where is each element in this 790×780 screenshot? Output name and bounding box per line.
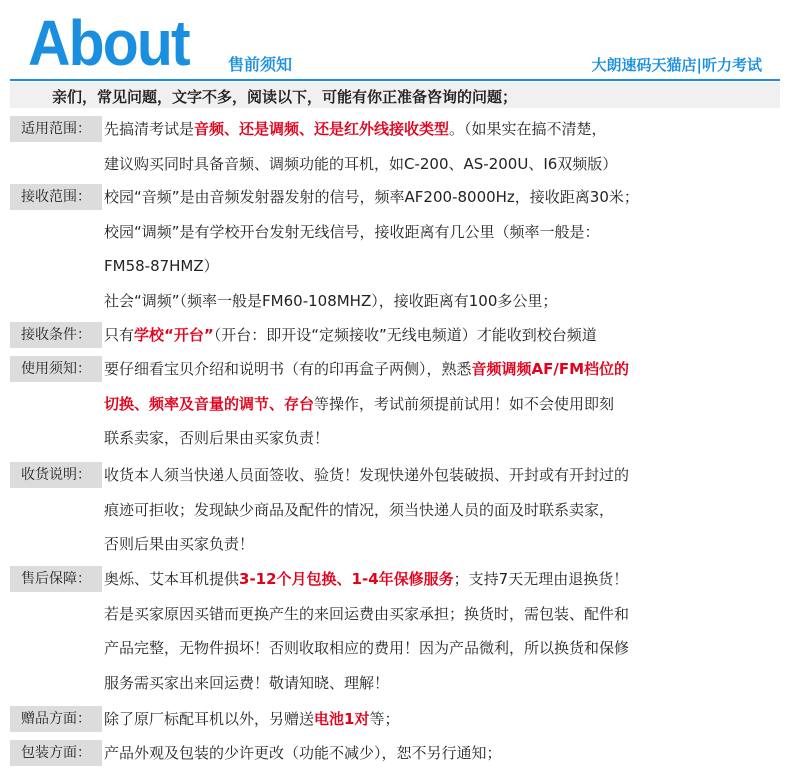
section-label: 售后保障： <box>10 566 102 592</box>
section-line <box>104 184 639 210</box>
section-line <box>104 497 614 523</box>
section-label: 适用范围： <box>10 116 102 142</box>
body-text: 产品外观及包装的少许更改（功能不减少），恕不另行通知； <box>104 744 502 762</box>
page-header <box>0 0 790 82</box>
header-divider <box>10 79 780 81</box>
body-text: 等； <box>369 710 400 728</box>
highlight-text: 音频、还是调频、还是红外线接收类型 <box>194 120 450 138</box>
shop-name: 大朗速码天猫店|听力考试 <box>591 56 762 74</box>
body-text: 否则后果由买家负责！ <box>104 535 255 553</box>
section-line <box>104 706 399 732</box>
section-label: 接收条件： <box>10 322 102 348</box>
section-label: 使用须知： <box>10 356 102 382</box>
body-text: 奥烁、艾本耳机提供 <box>104 570 240 588</box>
section-line <box>104 462 629 488</box>
body-text: 要仔细看宝贝介绍和说明书（有的印再盒子两侧），熟悉 <box>104 360 472 378</box>
body-text: 社会“调频”（频率一般是FM60-108MHZ），接收距离有100多公里； <box>104 291 558 310</box>
body-text: 收货本人须当快递人员面签收、验货！发现快递外包装破损、开封或有开封过的 <box>104 466 630 484</box>
section-line <box>104 531 254 557</box>
body-text: 痕迹可拒收；发现缺少商品及配件的情况，须当快递人员的面及时联系卖家， <box>104 500 615 519</box>
highlight-text: 电池1对 <box>314 710 370 728</box>
section-line <box>104 356 629 382</box>
body-text: 校园“调频”是有学校开台发射无线信号，接收距离有几公里（频率一般是： <box>104 222 600 241</box>
section-line <box>104 391 614 417</box>
body-text: （开台：即开设“定频接收”无线电频道）才能收到校台频道 <box>213 326 597 344</box>
body-text: 建议购买同时具备音频、调频功能的耳机，如C-200、AS-200U、I6双频版） <box>104 154 618 173</box>
intro-text: 亲们，常见问题，文字不多，阅读以下，可能有你正准备咨询的问题； <box>52 88 518 106</box>
section-line <box>104 601 629 627</box>
body-text: 联系卖家，否则后果由买家负责！ <box>104 429 330 447</box>
section-line <box>104 322 597 348</box>
page-subtitle: 售前须知 <box>228 55 293 74</box>
body-text: 除了原厂标配耳机以外，另赠送 <box>104 710 315 728</box>
section-line <box>104 116 607 142</box>
body-text: 等操作，考试前须提前试用！如不会使用即刻 <box>314 394 615 413</box>
section-label: 赠品方面： <box>10 706 102 732</box>
body-text: 产品完整，无物件损坏！否则收取相应的费用！因为产品微利，所以换货和保修 <box>104 639 630 657</box>
body-text: 先搞清考试是 <box>104 120 195 138</box>
body-text: 校园“音频”是由音频发射器发射的信号，频率AF200-8000Hz，接收距离30米； <box>104 188 639 206</box>
section-line <box>104 635 629 661</box>
section-label: 包装方面： <box>10 740 102 766</box>
highlight-text: 学校“开台” <box>134 326 214 344</box>
section-line <box>104 566 628 592</box>
body-text: FM58-87HMZ） <box>104 257 219 275</box>
intro-banner <box>10 82 780 108</box>
body-text: ；支持7天无理由退换货！ <box>453 570 629 588</box>
section-label: 收货说明： <box>10 462 102 488</box>
section-label: 接收范围： <box>10 184 102 210</box>
body-text: 若是买家原因买错而更换产生的来回运费由买家承担；换货时，需包装、配件和 <box>104 604 630 623</box>
highlight-text: 切换、频率及音量的调节、存台 <box>104 394 315 413</box>
section-line <box>104 425 329 451</box>
section-line <box>104 219 600 245</box>
section-line <box>104 740 502 766</box>
section-line <box>104 288 557 314</box>
body-text: 服务需买家出来回运费！敬请知晓、理解！ <box>104 673 390 692</box>
section-line <box>104 670 389 696</box>
section-line <box>104 253 219 279</box>
body-text: 。（如果实在搞不清楚， <box>449 120 607 138</box>
highlight-text: 3-12个月包换、1-4年保修服务 <box>239 570 454 588</box>
section-line <box>104 151 617 177</box>
about-heading: About <box>28 7 189 79</box>
body-text: 只有 <box>104 326 135 344</box>
highlight-text: 音频调频AF/FM档位的 <box>471 360 630 378</box>
